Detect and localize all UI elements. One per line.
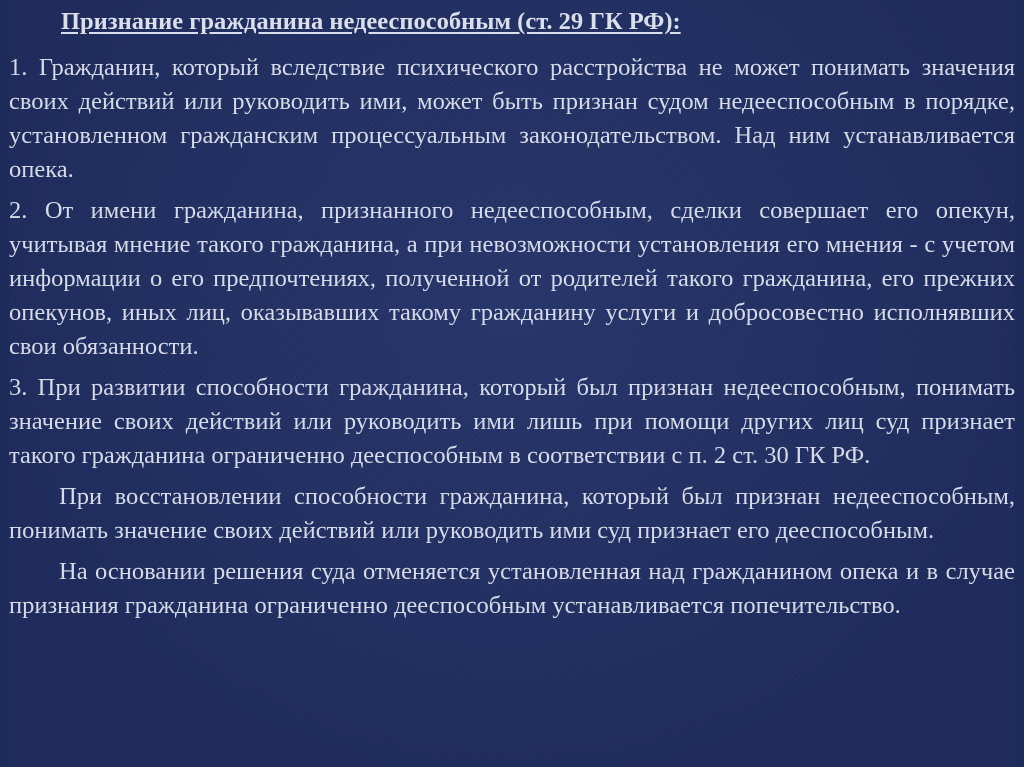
slide: [9, 0, 1015, 767]
paragraph-2: 2. От имени гражданина, признанного недееспособным, сделки совершает его опекун, учитывая мнение такого гражданина, а при невозможности установления его мнения - с учетом информации о его предпочтениях, полученной от родителей такого гражданина, его прежних опекунов, иных лиц, оказывавших такому гражданину услуги и добросовестно исполнявших свои обязанности.: [9, 197, 1015, 360]
slide-content: [9, 2, 1015, 630]
paragraph-3: 3. При развитии способности гражданина, который был признан недееспособным, понимать значение своих действий или руководить ими лишь при помощи других лиц суд признает такого гражданина ограниченно дееспособным в соответствии с п. 2 ст. 30 ГК РФ.: [9, 374, 1015, 469]
paragraph-4: При восстановлении способности гражданина, который был признан недееспособным, понимать значение своих действий или руководить ими суд признает его дееспособным.: [9, 483, 1015, 544]
slide-title: Признание гражданина недееспособным (ст. 29 ГК РФ):: [61, 8, 681, 35]
paragraph-5: На основании решения суда отменяется установленная над гражданином опека и в случае признания гражданина ограниченно дееспособным устанавливается попечительство.: [9, 558, 1015, 619]
paragraph-1: 1. Гражданин, который вследствие психического расстройства не может понимать значения своих действий или руководить ими, может быть признан судом недееспособным в порядке, установленном гражданским процессуальным законодательством. Над ним устанавливается опека.: [9, 54, 1015, 183]
